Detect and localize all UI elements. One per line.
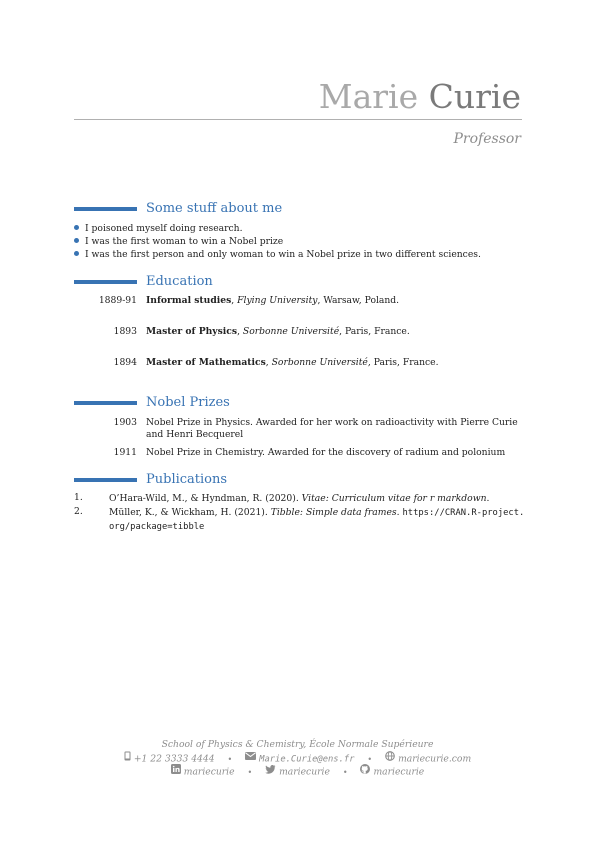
- footer-social-line: [0, 765, 595, 779]
- institution: Sorbonne Université: [271, 357, 368, 368]
- institution: Flying University: [237, 295, 318, 306]
- punctuation: .: [486, 493, 490, 504]
- bullet-icon: [74, 238, 79, 243]
- punctuation: .: [396, 507, 400, 518]
- first-name: Marie: [318, 77, 419, 116]
- location: Warsaw, Poland.: [323, 295, 400, 306]
- github-icon: [360, 764, 370, 778]
- publication-title: Vitae: Curriculum vitae for r markdown: [301, 493, 487, 504]
- section-title-education: Education: [146, 274, 213, 289]
- bullet-text: I poisoned myself doing research.: [85, 223, 243, 234]
- nobel-entry: Nobel Prize in Physics. Awarded for her work on radioactivity with Pierre Curie and Henri Becquerel: [146, 417, 518, 440]
- github-link[interactable]: mariecurie: [373, 766, 425, 778]
- header-rule: [74, 119, 522, 120]
- last-name: Curie: [428, 77, 521, 116]
- name-heading: [319, 78, 521, 116]
- publication-number: 1.: [74, 492, 83, 503]
- publication-entry: [109, 506, 527, 534]
- separator: •: [247, 767, 253, 777]
- bullet-icon: [74, 225, 79, 230]
- section-bar-nobel: [74, 401, 137, 405]
- publication-url-link[interactable]: https://CRAN.R-project.org/package=tibble: [109, 508, 525, 532]
- linkedin-icon: [171, 764, 181, 778]
- twitter-icon: [265, 765, 276, 778]
- publication-number: 2.: [74, 506, 83, 517]
- footer-contact-line: [0, 752, 595, 766]
- email-link[interactable]: Marie.Curie@ens.fr: [259, 754, 355, 765]
- section-bar-about: [74, 207, 137, 211]
- education-year: 1894: [113, 357, 137, 368]
- location: Paris, France.: [373, 357, 439, 368]
- education-year: 1893: [113, 326, 137, 337]
- degree: Master of Physics: [146, 326, 238, 337]
- education-entry: Informal studies, Flying University, Warsaw, Poland.: [146, 295, 400, 306]
- section-title-nobel: Nobel Prizes: [146, 395, 230, 410]
- bullet-text: I was the first woman to win a Nobel prize: [85, 236, 284, 247]
- separator: •: [342, 767, 348, 777]
- education-entry: Master of Physics, Sorbonne Université, Paris, France.: [146, 326, 410, 337]
- twitter-link[interactable]: mariecurie: [279, 766, 330, 778]
- section-title-about: Some stuff about me: [146, 201, 283, 216]
- linkedin-link[interactable]: mariecurie: [183, 766, 235, 778]
- education-year: 1889-91: [98, 295, 137, 306]
- footer-address: School of Physics & Chemistry, École Normale Supérieure: [161, 739, 434, 750]
- nobel-entry: Nobel Prize in Chemistry. Awarded for the discovery of radium and polonium: [146, 447, 506, 458]
- bullet-icon: [74, 251, 79, 256]
- separator: •: [227, 754, 233, 764]
- location: Paris, France.: [344, 326, 410, 337]
- phone-text: +1 22 3333 4444: [133, 753, 215, 765]
- position-title: Professor: [453, 131, 521, 147]
- degree: Master of Mathematics: [146, 357, 266, 368]
- education-entry: Master of Mathematics, Sorbonne Université, Paris, France.: [146, 357, 439, 368]
- nobel-year: 1903: [113, 417, 137, 428]
- globe-icon: [385, 751, 395, 765]
- website-link[interactable]: mariecurie.com: [398, 753, 472, 765]
- bullet-item: [74, 236, 283, 248]
- publication-authors: Müller, K., & Wickham, H. (2021).: [109, 507, 268, 518]
- envelope-icon: [245, 752, 256, 764]
- section-bar-publications: [74, 478, 137, 482]
- separator: •: [367, 754, 373, 764]
- institution: Sorbonne Université: [242, 326, 340, 337]
- phone-icon: [124, 751, 131, 765]
- section-title-publications: Publications: [146, 472, 228, 487]
- publication-entry: [109, 492, 527, 505]
- publication-title: Tibble: Simple data frames: [270, 507, 397, 518]
- nobel-year: 1911: [113, 447, 137, 458]
- bullet-item: [74, 249, 481, 261]
- section-bar-education: [74, 280, 137, 284]
- degree: Informal studies: [146, 295, 232, 306]
- bullet-item: [74, 223, 243, 235]
- publication-authors: O’Hara-Wild, M., & Hyndman, R. (2020).: [109, 493, 299, 504]
- bullet-text: I was the first person and only woman to win a Nobel prize in two different sciences.: [85, 249, 481, 260]
